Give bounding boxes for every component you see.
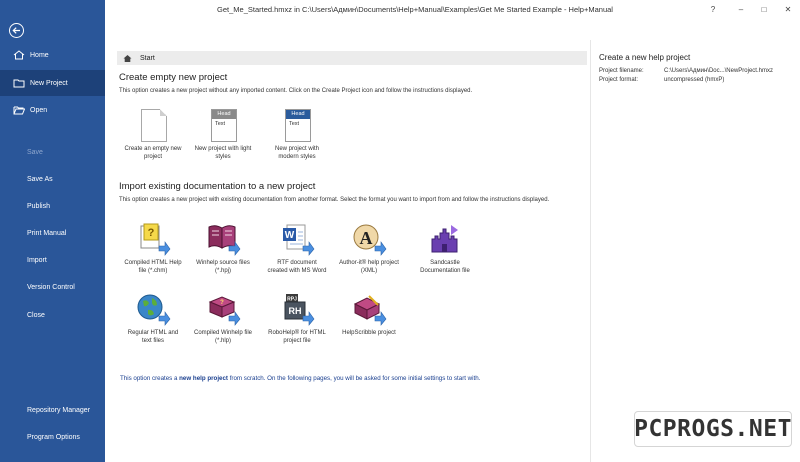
svg-text:A: A xyxy=(359,228,373,248)
sidebar-item-home[interactable] xyxy=(0,42,105,68)
sidebar-item-import[interactable]: Import xyxy=(27,256,47,264)
sandcastle-icon xyxy=(427,222,463,256)
sidebar-item-new-project[interactable] xyxy=(0,70,105,96)
sidebar-item-label: Open xyxy=(30,106,48,114)
back-arrow-icon[interactable] xyxy=(9,23,24,38)
empty-project-title: Create empty new project xyxy=(119,72,228,83)
light-styles-icon: Head Text xyxy=(205,108,241,142)
folder-icon xyxy=(13,105,25,115)
window-title: Get_Me_Started.hmxz in C:\Users\Админ\Documents\Help+Manual\Examples\Get Me Started Example - Help+Manual xyxy=(217,5,613,14)
project-format-row: Project format: uncompressed (hmxP) xyxy=(599,77,725,83)
sidebar-item-open[interactable] xyxy=(0,97,105,123)
svg-text:RH: RH xyxy=(288,306,302,316)
main-content xyxy=(105,20,800,462)
winhelp-book-icon xyxy=(205,222,241,256)
tile-import-html[interactable]: Regular HTML and text files xyxy=(123,292,183,345)
svg-text:?: ? xyxy=(147,227,155,239)
globe-icon xyxy=(135,292,171,326)
bottom-note: This option creates a new help project from scratch. On the following pages, you will be asked for some initial settings to start with. xyxy=(120,375,481,382)
tile-import-chm[interactable]: ? Compiled HTML Help file (*.chm) xyxy=(123,222,183,275)
robohelp-icon xyxy=(279,292,315,326)
sidebar-item-save-as[interactable]: Save As xyxy=(27,175,53,183)
right-info-panel xyxy=(590,40,800,462)
tile-import-sandcastle[interactable]: Sandcastle Documentation file xyxy=(415,222,475,275)
tile-import-rtf[interactable]: W RTF document created with MS Word xyxy=(267,222,327,275)
word-document-icon xyxy=(279,222,315,256)
tile-import-author-it[interactable]: A Author-it® help project (XML) xyxy=(339,222,399,275)
watermark: PCPROGS.NET xyxy=(634,411,792,447)
sidebar-item-repository-manager[interactable]: Repository Manager xyxy=(27,406,91,414)
maximize-button[interactable]: □ xyxy=(761,5,767,14)
sidebar-item-print-manual[interactable]: Print Manual xyxy=(27,229,67,237)
chm-file-icon xyxy=(135,222,171,256)
title-bar xyxy=(105,0,800,20)
backstage-sidebar xyxy=(0,0,105,462)
new-project-icon xyxy=(13,78,25,88)
home-icon xyxy=(13,50,25,60)
tile-import-robohelp[interactable]: RPJ RH RoboHelp® for HTML project file xyxy=(267,292,327,345)
svg-text:RPJ: RPJ xyxy=(287,296,297,303)
breadcrumb-label: Start xyxy=(140,54,155,62)
blank-document-icon xyxy=(135,108,171,142)
sidebar-item-close[interactable]: Close xyxy=(27,311,45,319)
svg-text:?: ? xyxy=(220,300,224,306)
author-it-icon xyxy=(351,222,387,256)
hlp-book-icon xyxy=(205,292,241,326)
breadcrumb xyxy=(117,51,587,65)
home-icon[interactable] xyxy=(123,54,132,63)
tile-modern-styles[interactable]: Head Text New project with modern styles xyxy=(267,108,327,161)
helpscribble-icon xyxy=(351,292,387,326)
sidebar-item-version-control[interactable]: Version Control xyxy=(27,283,75,291)
empty-project-desc: This option creates a new project without any imported content. Click on the Create Project icon and follow the instructions displayed. xyxy=(119,88,473,94)
import-title: Import existing documentation to a new project xyxy=(119,181,316,192)
tile-empty-project[interactable]: Create an empty new project xyxy=(123,108,183,161)
project-filename-row: Project filename: C:\Users\Админ\Doc...\NewProject.hmxz xyxy=(599,68,773,74)
tile-light-styles[interactable]: Head Text New project with light styles xyxy=(193,108,253,161)
help-button[interactable]: ? xyxy=(710,5,716,14)
sidebar-item-program-options[interactable]: Program Options xyxy=(27,433,80,441)
sidebar-item-publish[interactable]: Publish xyxy=(27,202,50,210)
sidebar-item-label: New Project xyxy=(30,79,68,87)
sidebar-item-label: Home xyxy=(30,51,49,59)
minimize-button[interactable]: – xyxy=(738,5,744,14)
sidebar-item-save: Save xyxy=(27,148,43,156)
import-desc: This option creates a new project with existing documentation from another format. Select the format you want to import from and follow the instructions displayed. xyxy=(119,197,550,203)
tile-import-helpscribble[interactable]: HelpScribble project xyxy=(339,292,399,338)
modern-styles-icon: Head Text xyxy=(279,108,315,142)
svg-text:W: W xyxy=(284,230,295,241)
tile-import-hlp[interactable]: ? Compiled Winhelp file (*.hlp) xyxy=(193,292,253,345)
tile-import-winhelp-source[interactable]: Winhelp source files (*.hpj) xyxy=(193,222,253,275)
right-panel-title: Create a new help project xyxy=(599,53,691,62)
close-button[interactable]: ✕ xyxy=(784,5,792,14)
